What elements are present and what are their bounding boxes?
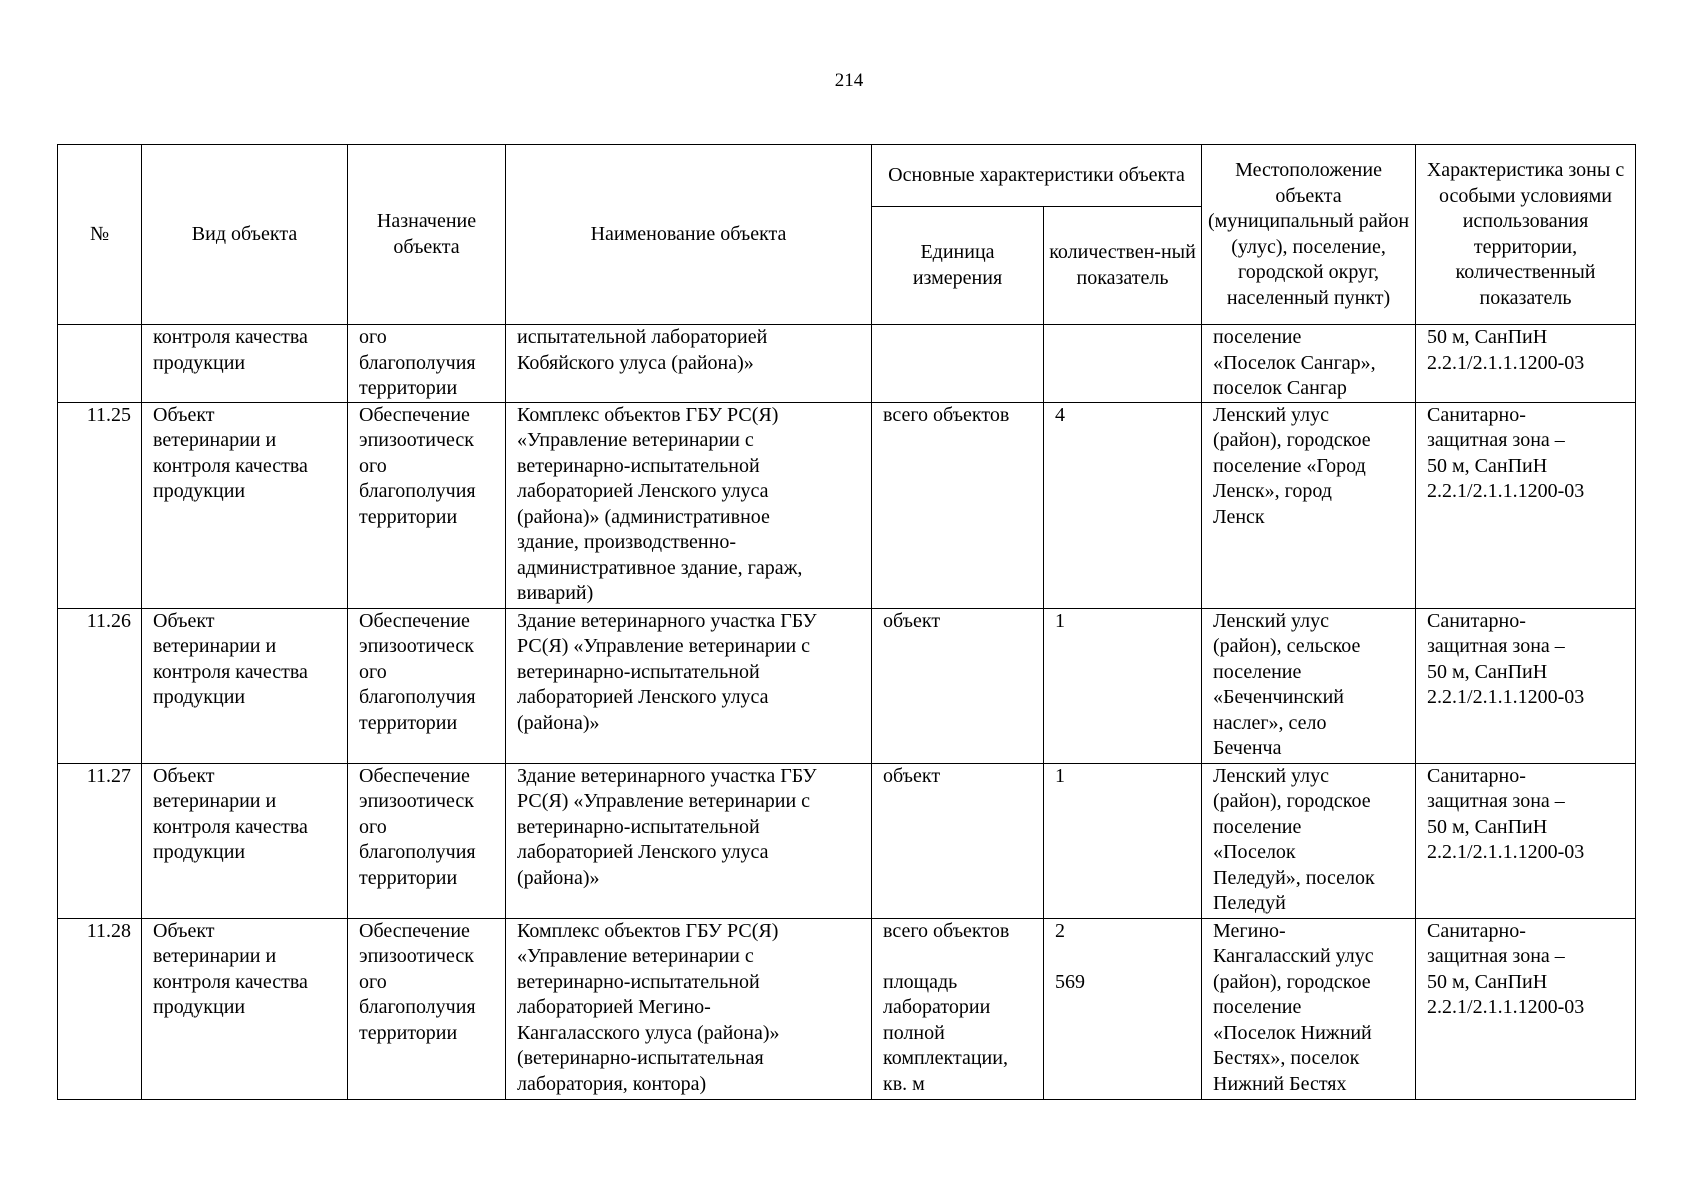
table-row <box>58 402 1636 608</box>
cell-num: 11.27 <box>58 763 142 918</box>
cell-object-name: Здание ветеринарного участка ГБУ РС(Я) «Управление ветеринарии с ветеринарно-испытательной лабораторией Ленского улуса (района)» <box>506 763 872 918</box>
cell-purpose: Обеспечение эпизоотическ ого благополучия территории <box>348 402 506 608</box>
cell-object-name: Комплекс объектов ГБУ РС(Я) «Управление ветеринарии с ветеринарно-испытательной лабораторией Ленского улуса (района)» (административное здание, производственно- административное здание, гараж, виварий) <box>506 402 872 608</box>
cell-object-name: Комплекс объектов ГБУ РС(Я) «Управление ветеринарии с ветеринарно-испытательной лабораторией Мегино- Кангаласского улуса (района)» (ветеринарно-испытательная лаборатория, контора) <box>506 918 872 1099</box>
cell-zone: Санитарно- защитная зона – 50 м, СанПиН 2.2.1/2.1.1.1200-03 <box>1416 918 1636 1099</box>
cell-num <box>58 325 142 403</box>
cell-purpose: ого благополучия территории <box>348 325 506 403</box>
header-object-type: Вид объекта <box>142 145 348 325</box>
cell-quantity <box>1044 325 1202 403</box>
page-number: 214 <box>834 70 864 91</box>
cell-object-type: Объект ветеринарии и контроля качества продукции <box>142 918 348 1099</box>
table-row <box>58 325 1636 403</box>
cell-purpose: Обеспечение эпизоотическ ого благополучия территории <box>348 763 506 918</box>
cell-quantity: 4 <box>1044 402 1202 608</box>
cell-num: 11.28 <box>58 918 142 1099</box>
cell-quantity: 2 569 <box>1044 918 1202 1099</box>
objects-table <box>57 144 1636 1100</box>
header-zone: Характеристика зоны с особыми условиями использования территории, количественный показатель <box>1416 145 1636 325</box>
cell-location: Ленский улус (район), городское поселение «Поселок Пеледуй», поселок Пеледуй <box>1202 763 1416 918</box>
cell-object-name: Здание ветеринарного участка ГБУ РС(Я) «Управление ветеринарии с ветеринарно-испытательной лабораторией Ленского улуса (района)» <box>506 608 872 763</box>
cell-zone: Санитарно- защитная зона – 50 м, СанПиН 2.2.1/2.1.1.1200-03 <box>1416 763 1636 918</box>
header-purpose: Назначение объекта <box>348 145 506 325</box>
cell-num: 11.25 <box>58 402 142 608</box>
cell-unit: объект <box>872 608 1044 763</box>
cell-object-type: Объект ветеринарии и контроля качества продукции <box>142 763 348 918</box>
header-num: № <box>58 145 142 325</box>
header-unit: Единица измерения <box>872 207 1044 325</box>
cell-quantity: 1 <box>1044 608 1202 763</box>
cell-object-type: контроля качества продукции <box>142 325 348 403</box>
cell-purpose: Обеспечение эпизоотическ ого благополучия территории <box>348 918 506 1099</box>
cell-num: 11.26 <box>58 608 142 763</box>
table-row <box>58 608 1636 763</box>
header-quantity: количествен-ный показатель <box>1044 207 1202 325</box>
cell-unit <box>872 325 1044 403</box>
table-body <box>58 325 1636 1100</box>
cell-purpose: Обеспечение эпизоотическ ого благополучия территории <box>348 608 506 763</box>
cell-zone: Санитарно- защитная зона – 50 м, СанПиН 2.2.1/2.1.1.1200-03 <box>1416 402 1636 608</box>
cell-object-type: Объект ветеринарии и контроля качества продукции <box>142 608 348 763</box>
cell-quantity: 1 <box>1044 763 1202 918</box>
table-row <box>58 763 1636 918</box>
header-location: Местоположение объекта (муниципальный район (улус), поселение, городской округ, населенный пункт) <box>1202 145 1416 325</box>
cell-location: поселение «Поселок Сангар», поселок Сангар <box>1202 325 1416 403</box>
cell-object-type: Объект ветеринарии и контроля качества продукции <box>142 402 348 608</box>
cell-object-name: испытательной лабораторией Кобяйского улуса (района)» <box>506 325 872 403</box>
table-row <box>58 918 1636 1099</box>
cell-unit: всего объектов площадь лаборатории полной комплектации, кв. м <box>872 918 1044 1099</box>
cell-unit: всего объектов <box>872 402 1044 608</box>
table-header <box>58 145 1636 325</box>
cell-zone: Санитарно- защитная зона – 50 м, СанПиН 2.2.1/2.1.1.1200-03 <box>1416 608 1636 763</box>
cell-location: Ленский улус (район), городское поселение «Город Ленск», город Ленск <box>1202 402 1416 608</box>
header-main-characteristics: Основные характеристики объекта <box>872 145 1202 207</box>
header-object-name: Наименование объекта <box>506 145 872 325</box>
cell-location: Ленский улус (район), сельское поселение «Беченчинский наслег», село Беченча <box>1202 608 1416 763</box>
cell-location: Мегино- Кангаласский улус (район), городское поселение «Поселок Нижний Бестях», поселок Нижний Бестях <box>1202 918 1416 1099</box>
cell-unit: объект <box>872 763 1044 918</box>
cell-zone: 50 м, СанПиН 2.2.1/2.1.1.1200-03 <box>1416 325 1636 403</box>
